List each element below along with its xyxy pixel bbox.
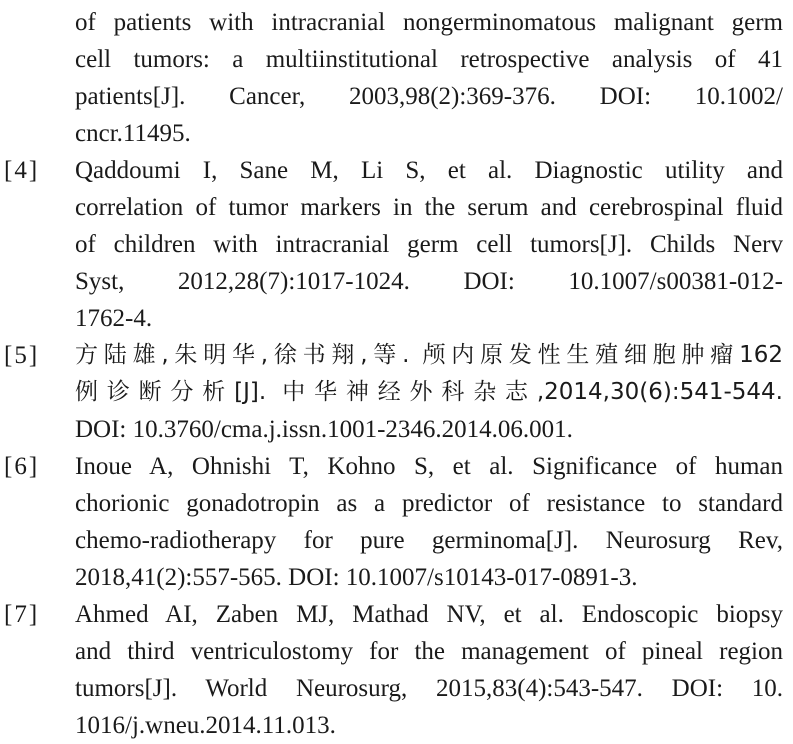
reference-line: 2018,41(2):557-565. DOI: 10.1007/s10143-017-0891-3. bbox=[75, 564, 638, 591]
reference-line: of patients with intracranial nongerminomatous malignant germ bbox=[75, 9, 783, 36]
reference-line: Qaddoumi I, Sane M, Li S, et al. Diagnostic utility and bbox=[75, 157, 783, 184]
reference-number: [5] bbox=[4, 342, 40, 369]
reference-line: correlation of tumor markers in the serum and cerebrospinal fluid bbox=[75, 194, 783, 221]
reference-line: 1016/j.wneu.2014.11.013. bbox=[75, 712, 336, 739]
reference-line: Syst, 2012,28(7):1017-1024. DOI: 10.1007/s00381-012- bbox=[75, 268, 783, 295]
reference-line: chemo-radiotherapy for pure germinoma[J]. Neurosurg Rev, bbox=[75, 527, 783, 554]
reference-number: [6] bbox=[4, 453, 40, 480]
reference-line: Ahmed AI, Zaben MJ, Mathad NV, et al. Endoscopic biopsy bbox=[75, 601, 783, 628]
reference-number: [4] bbox=[4, 157, 40, 184]
reference-line: patients[J]. Cancer, 2003,98(2):369-376. DOI: 10.1002/ bbox=[75, 83, 783, 110]
reference-line: Inoue A, Ohnishi T, Kohno S, et al. Significance of human bbox=[75, 453, 783, 480]
reference-line: 例诊断分析[J]. 中华神经外科杂志,2014,30(6):541-544. bbox=[75, 379, 783, 405]
reference-line: and third ventriculostomy for the management of pineal region bbox=[75, 638, 783, 665]
reference-line: 方陆雄,朱明华,徐书翔,等. 颅内原发性生殖细胞肿瘤162 bbox=[75, 342, 783, 368]
reference-line: cncr.11495. bbox=[75, 120, 191, 147]
reference-line: DOI: 10.3760/cma.j.issn.1001-2346.2014.06.001. bbox=[75, 416, 573, 443]
reference-number: [7] bbox=[4, 601, 40, 628]
reference-line: cell tumors: a multiinstitutional retrospective analysis of 41 bbox=[75, 46, 783, 73]
reference-line: chorionic gonadotropin as a predictor of resistance to standard bbox=[75, 490, 783, 517]
reference-line: tumors[J]. World Neurosurg, 2015,83(4):543-547. DOI: 10. bbox=[75, 675, 783, 702]
reference-line: of children with intracranial germ cell tumors[J]. Childs Nerv bbox=[75, 231, 783, 258]
reference-line: 1762-4. bbox=[75, 305, 153, 332]
